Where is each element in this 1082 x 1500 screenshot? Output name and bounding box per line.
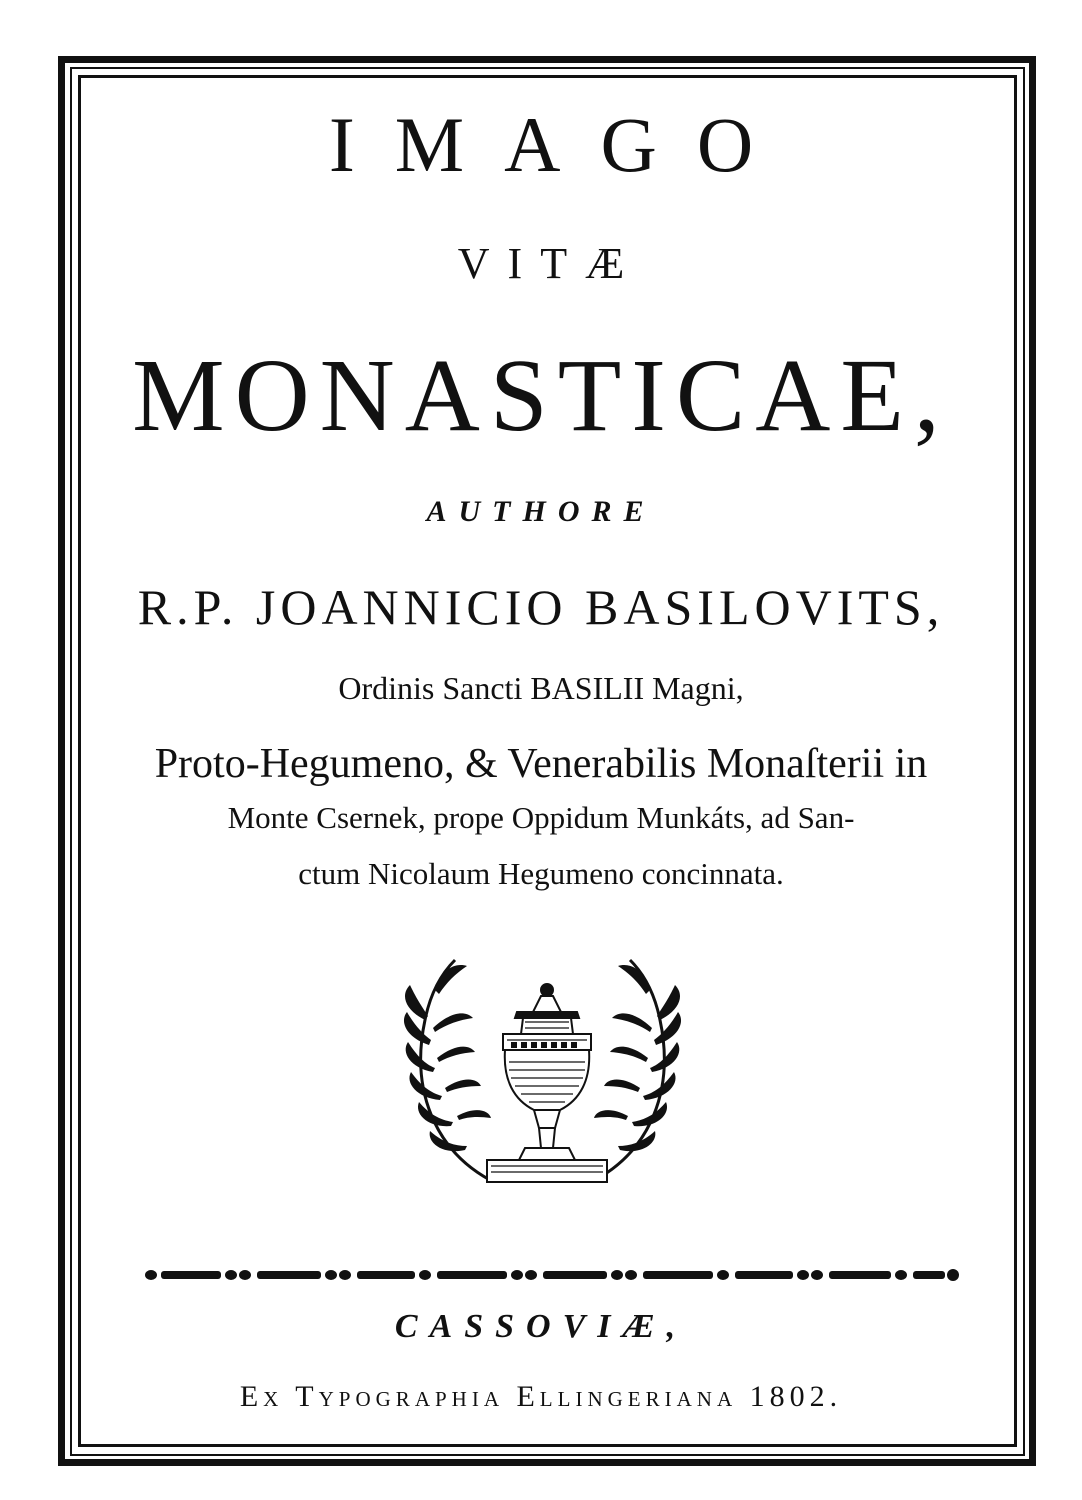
description-line-2: Monte Csernek, prope Oppidum Munkáts, ad San- — [227, 800, 855, 835]
description-line-1: Proto-Hegumeno, & Venerabilis Monaſterii in — [154, 741, 928, 787]
title-monasticae: MONASTICAE, — [132, 338, 950, 453]
urn-with-palm-branches-icon — [395, 950, 690, 1200]
description-line-3: ctum Nicolaum Hegumeno concinnata. — [298, 856, 784, 891]
imprint-place: CASSOVIÆ, — [394, 1308, 688, 1345]
ornamental-dash-rule — [145, 1268, 960, 1282]
order-line: Ordinis Sancti BASILII Magni, — [338, 670, 744, 706]
title-vitae: VITÆ — [457, 239, 643, 288]
authore-label: AUTHORE — [426, 495, 656, 528]
title-imago: IMAGO — [328, 101, 794, 188]
author-name: R.P. JOANNICIO BASILOVITS, — [137, 579, 945, 635]
imprint-printer-year: Ex Typographia Ellingeriana 1802. — [239, 1380, 843, 1413]
